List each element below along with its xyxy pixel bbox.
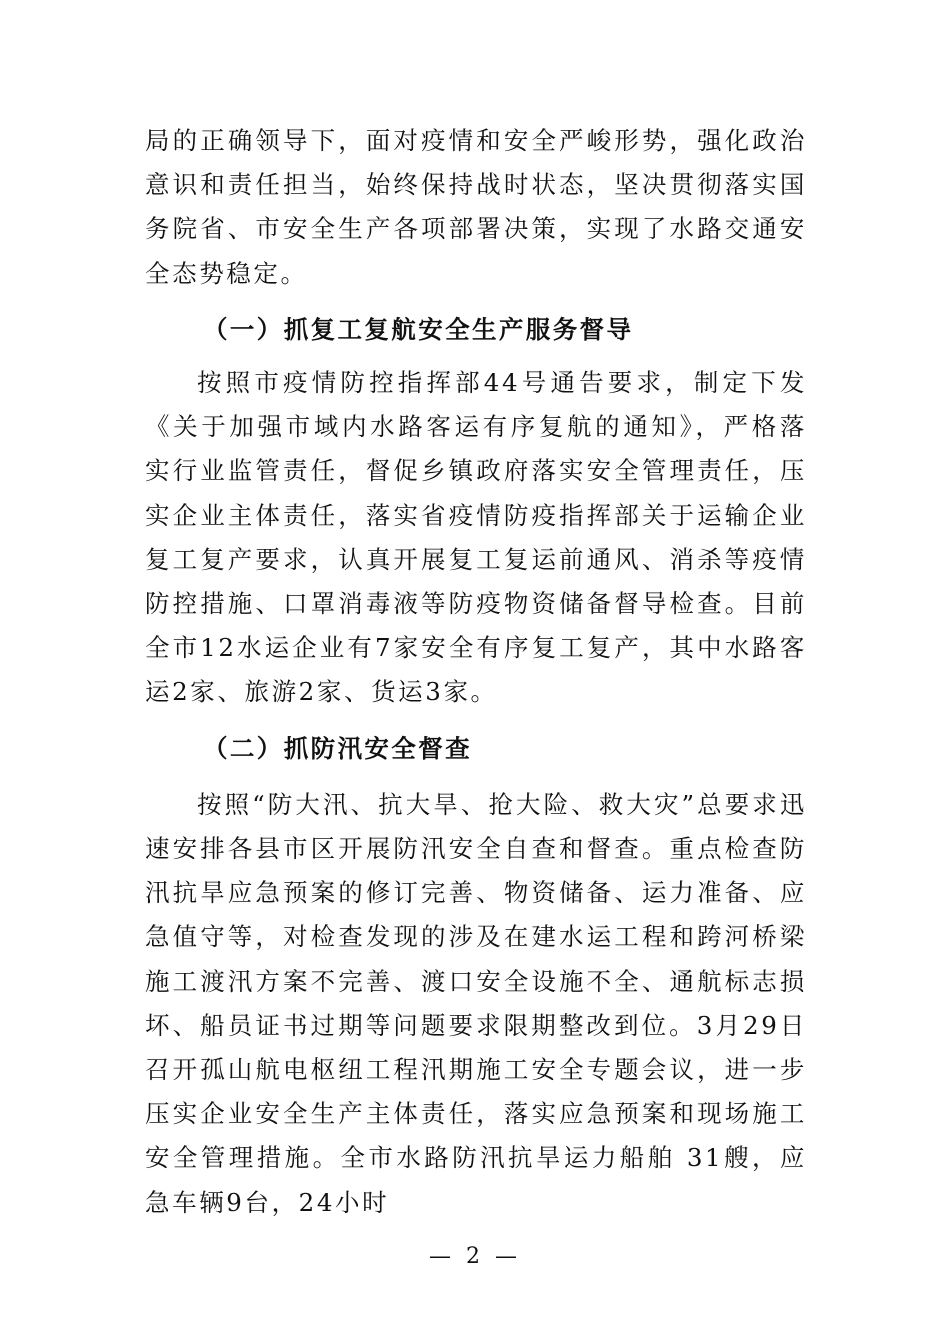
section-heading-2: （二）抓防汛安全督查	[203, 733, 472, 763]
page-number: — 2 —	[429, 1244, 521, 1269]
document-body	[145, 119, 807, 1225]
paragraph-section-1: 按照市疫情防控指挥部44号通告要求，制定下发《关于加强市域内水路客运有序复航的通知》，严格落实行业监管责任，督促乡镇政府落实安全管理责任，压实企业主体责任，落实省疫情防疫指挥部关于运输企业复工复产要求，认真开展复工复运前通风、消杀等疫情防控措施、口罩消毒液等防疫物资储备督导检查。目前全市12水运企业有7家安全有序复工复产，其中水路客运2家、旅游2家、货运3家。	[145, 368, 807, 707]
section-heading-1: （一）抓复工复航安全生产服务督导	[203, 314, 634, 344]
paragraph-section-2: 按照“防大汛、抗大旱、抢大险、救大灾”总要求迅速安排各县市区开展防汛安全自查和督查。重点检查防汛抗旱应急预案的修订完善、物资储备、运力准备、应急值守等，对检查发现的涉及在建水运工程和跨河桥梁施工渡汛方案不完善、渡口安全设施不全、通航标志损坏、船员证书过期等问题要求限期整改到位。3月29日召开孤山航电枢纽工程汛期施工安全专题会议，进一步压实企业安全生产主体责任，落实应急预案和现场施工安全管理措施。全市水路防汛抗旱运力船舶 31艘，应急车辆9台，24小时	[145, 789, 807, 1217]
paragraph-intro-continuation: 局的正确领导下，面对疫情和安全严峻形势，强化政治意识和责任担当，始终保持战时状态，坚决贯彻落实国务院省、市安全生产各项部署决策，实现了水路交通安全态势稳定。	[145, 126, 807, 288]
